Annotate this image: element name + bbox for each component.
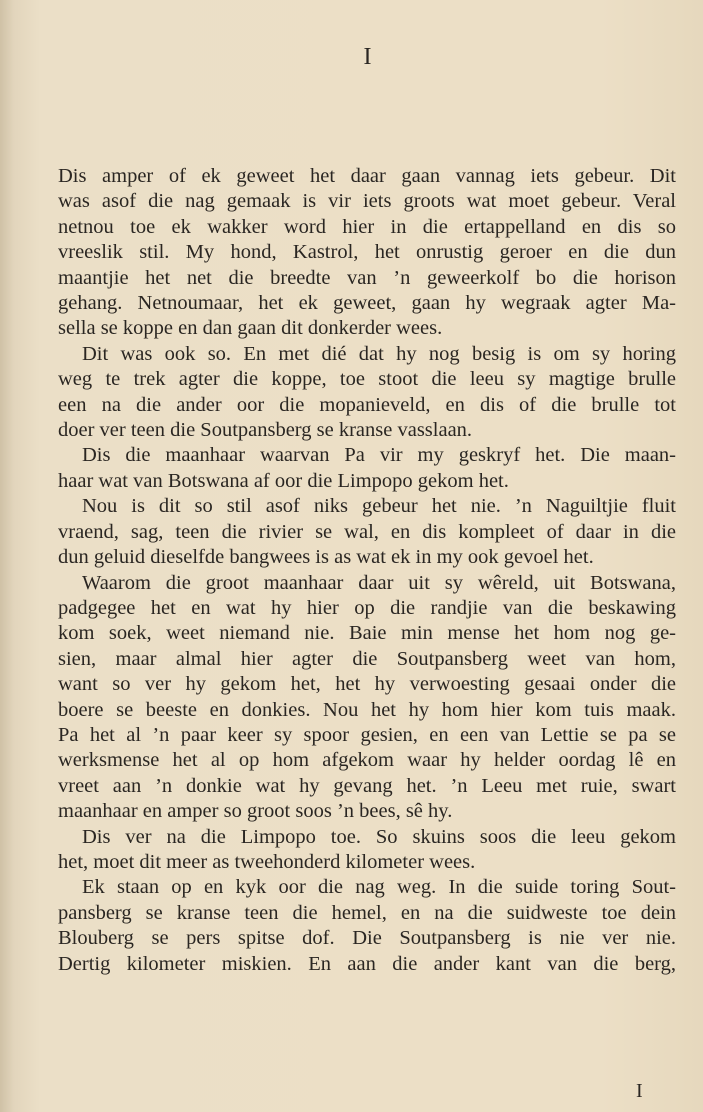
text-line: Ek staan op en kyk oor die nag weg. In die suide toring Sout- — [82, 876, 676, 899]
text-line: vreeslik stil. My hond, Kastrol, het onrustig geroer en die dun — [58, 241, 676, 264]
text-line: netnou toe ek wakker word hier in die ertappelland en dis so — [58, 215, 676, 238]
chapter-heading: I — [363, 44, 372, 70]
text-line: doer ver teen die Soutpansberg se kranse vasslaan. — [58, 419, 473, 442]
text-line: vraend, sag, teen die rivier se wal, en dis kompleet of daar in die — [58, 520, 676, 543]
text-line: pansberg se kranse teen die hemel, en na die suidweste toe dein — [58, 901, 676, 924]
page-body-text — [58, 164, 676, 977]
text-line: sien, maar almal hier agter die Soutpansberg weet van hom, — [58, 647, 676, 670]
text-line: want so ver hy gekom het, het hy verwoesting gesaai onder die — [58, 673, 676, 696]
text-line: Dis ver na die Limpopo toe. So skuins soos die leeu gekom — [82, 825, 676, 848]
text-line: boere se beeste en donkies. Nou het hy hom hier kom tuis maak. — [58, 698, 676, 721]
text-line: maantjie het net die breedte van ’n geweerkolf bo die horison — [58, 266, 676, 289]
text-line: Waarom die groot maanhaar daar uit sy wêreld, uit Botswana, — [82, 571, 676, 594]
text-line: sella se koppe en dan gaan dit donkerder wees. — [58, 317, 443, 340]
text-line: Pa het al ’n paar keer sy spoor gesien, en een van Lettie se pa se — [58, 723, 676, 746]
text-line: Nou is dit so stil asof niks gebeur het nie. ’n Naguiltjie fluit — [82, 495, 676, 518]
text-line: Dis amper of ek geweet het daar gaan vannag iets gebeur. Dit — [58, 165, 676, 187]
page-number: I — [636, 1080, 643, 1102]
text-line: haar wat van Botswana af oor die Limpopo gekom het. — [58, 469, 509, 492]
text-line: gehang. Netnoumaar, het ek geweet, gaan hy wegraak agter Ma- — [58, 292, 676, 315]
text-line: was asof die nag gemaak is vir iets groots wat moet gebeur. Veral — [58, 190, 676, 213]
text-line: Dis die maanhaar waarvan Pa vir my geskryf het. Die maan- — [82, 444, 676, 467]
text-line: dun geluid dieselfde bangwees is as wat ek in my ook gevoel het. — [58, 546, 594, 569]
text-line: vreet aan ’n donkie wat hy gevang het. ’n Leeu met ruie, swart — [58, 774, 676, 797]
text-line: het, moet dit meer as tweehonderd kilometer wees. — [58, 850, 476, 873]
text-line: weg te trek agter die koppe, toe stoot die leeu sy magtige brulle — [58, 368, 676, 391]
text-line: Blouberg se pers spitse dof. Die Soutpansberg is nie ver nie. — [58, 927, 676, 950]
text-line: werksmense het al op hom afgekom waar hy helder oordag lê en — [58, 749, 676, 772]
text-line: padgegee het en wat hy hier op die randjie van die beskawing — [58, 596, 676, 619]
text-line: een na die ander oor die mopanieveld, en dis of die brulle tot — [58, 393, 676, 416]
text-line: Dit was ook so. En met dié dat hy nog besig is om sy horing — [82, 342, 676, 365]
text-line: kom soek, weet niemand nie. Baie min mense het hom nog ge- — [58, 622, 676, 645]
text-line: maanhaar en amper so groot soos ’n bees, sê hy. — [58, 800, 453, 823]
text-line: Dertig kilometer miskien. En aan die ander kant van die berg, — [58, 952, 676, 975]
